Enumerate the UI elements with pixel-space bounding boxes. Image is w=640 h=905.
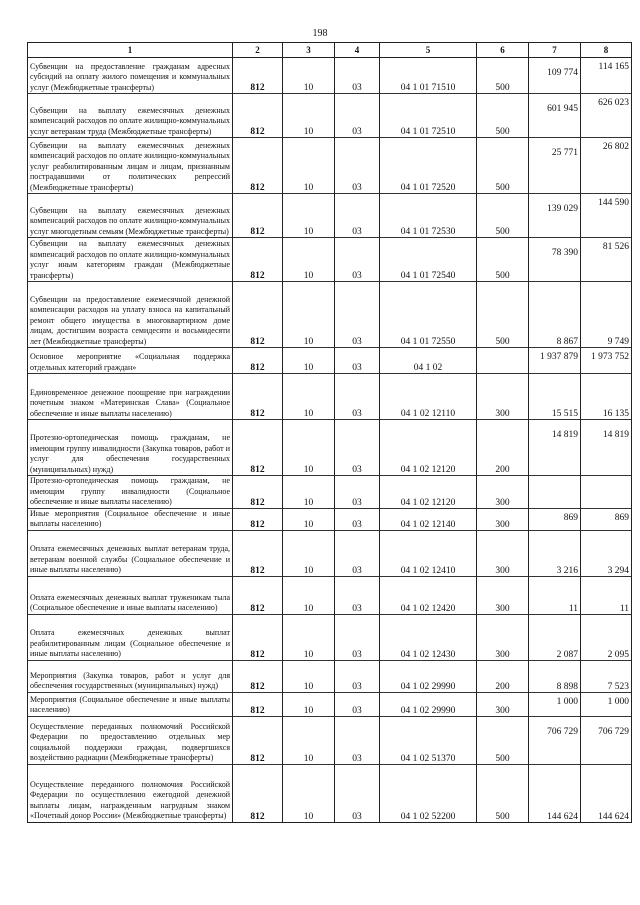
table-row [28,614,632,660]
target-article-code: 04 1 02 [380,348,477,374]
amount-year-2 [581,476,632,509]
section-code: 10 [283,194,335,238]
table-row [28,420,632,476]
target-article-code: 04 1 02 12420 [380,576,477,614]
section-code: 10 [283,530,335,576]
section-code: 10 [283,576,335,614]
expense-type-code: 500 [477,282,529,348]
amount-year-2: 3 294 [581,530,632,576]
target-article-code: 04 1 02 52200 [380,764,477,822]
row-description: Протезно-ортопедическая помощь гражданам, не имеющим группу инвалидности (Социальное обеспечение и иные выплаты населению) [28,476,233,509]
budget-table [27,42,632,823]
amount-year-2: 869 [581,508,632,530]
ministry-code: 812 [233,476,283,509]
row-description: Оплата ежемесячных денежных выплат ветеранам труда, ветеранам военной службы (Социальное обеспечение и иные выплаты населению) [28,530,233,576]
page-number: 198 [312,28,328,39]
amount-year-2: 11 [581,576,632,614]
amount-year-1: 139 029 [529,194,581,238]
table-row [28,194,632,238]
table-row [28,374,632,420]
ministry-code: 812 [233,614,283,660]
amount-year-1: 25 771 [529,138,581,194]
target-article-code: 04 1 02 51370 [380,716,477,764]
amount-year-2: 144 590 [581,194,632,238]
subsection-code: 03 [335,194,380,238]
row-description: Субвенции на выплату ежемесячных денежных компенсаций расходов по оплате жилищно-коммунальных услуг ветеранам труда (Межбюджетные трансферты) [28,94,233,138]
header-row [28,43,632,58]
subsection-code: 03 [335,420,380,476]
ministry-code: 812 [233,238,283,282]
amount-year-2: 14 819 [581,420,632,476]
row-description: Единовременное денежное поощрение при награждении почетным знаком «Материнская Слава» (Социальное обеспечение и иные выплаты населению) [28,374,233,420]
subsection-code: 03 [335,282,380,348]
table-row [28,94,632,138]
amount-year-1: 8 867 [529,282,581,348]
ministry-code: 812 [233,660,283,692]
target-article-code: 04 1 01 72540 [380,238,477,282]
header-col-8: 8 [581,43,632,58]
amount-year-1: 144 624 [529,764,581,822]
expense-type-code: 500 [477,94,529,138]
expense-type-code: 300 [477,692,529,716]
expense-type-code: 200 [477,660,529,692]
subsection-code: 03 [335,374,380,420]
subsection-code: 03 [335,764,380,822]
amount-year-1: 8 898 [529,660,581,692]
row-description: Мероприятия (Закупка товаров, работ и услуг для обеспечения государственных (муниципальных) нужд) [28,660,233,692]
table-row [28,238,632,282]
expense-type-code: 500 [477,764,529,822]
expense-type-code: 500 [477,238,529,282]
amount-year-2: 1 973 752 [581,348,632,374]
amount-year-1: 11 [529,576,581,614]
section-code: 10 [283,348,335,374]
ministry-code: 812 [233,692,283,716]
amount-year-2: 16 135 [581,374,632,420]
amount-year-2: 81 526 [581,238,632,282]
table-row [28,348,632,374]
row-description: Осуществление переданных полномочий Российской Федерации по предоставлению отдельных мер социальной поддержки граждан, подвергшихся воздействию радиации (Межбюджетные трансферты) [28,716,233,764]
amount-year-2: 26 802 [581,138,632,194]
subsection-code: 03 [335,476,380,509]
amount-year-1: 2 087 [529,614,581,660]
table-row [28,576,632,614]
row-description: Субвенции на предоставление ежемесячной денежной компенсации расходов на уплату взноса на капитальный ремонт общего имущества в многоквартирном доме лицам, достигшим возраста семидесяти и восьмидесяти лет (Межбюджетные трансферты) [28,282,233,348]
section-code: 10 [283,614,335,660]
target-article-code: 04 1 02 12430 [380,614,477,660]
row-description: Субвенции на выплату ежемесячных денежных компенсаций расходов по оплате жилищно-коммунальных услуг многодетным семьям (Межбюджетные трансферты) [28,194,233,238]
ministry-code: 812 [233,576,283,614]
amount-year-1: 14 819 [529,420,581,476]
amount-year-1: 1 937 879 [529,348,581,374]
target-article-code: 04 1 02 12120 [380,476,477,509]
amount-year-2: 7 523 [581,660,632,692]
table-row [28,508,632,530]
section-code: 10 [283,660,335,692]
subsection-code: 03 [335,58,380,94]
table-row [28,530,632,576]
expense-type-code: 300 [477,508,529,530]
ministry-code: 812 [233,764,283,822]
subsection-code: 03 [335,692,380,716]
table-row [28,476,632,509]
header-col-3: 3 [283,43,335,58]
row-description: Иные мероприятия (Социальное обеспечение и иные выплаты населению) [28,508,233,530]
section-code: 10 [283,58,335,94]
row-description: Субвенции на выплату ежемесячных денежных компенсаций расходов по оплате жилищно-коммунальных услуг реабилитированным лицам и лицам, признанным пострадавшими от политических репрессий (Межбюджетные трансферты) [28,138,233,194]
table-row [28,716,632,764]
amount-year-1: 706 729 [529,716,581,764]
target-article-code: 04 1 01 72550 [380,282,477,348]
expense-type-code [477,348,529,374]
expense-type-code: 500 [477,58,529,94]
section-code: 10 [283,94,335,138]
ministry-code: 812 [233,282,283,348]
ministry-code: 812 [233,716,283,764]
expense-type-code: 500 [477,194,529,238]
target-article-code: 04 1 01 72530 [380,194,477,238]
table-row [28,660,632,692]
expense-type-code: 200 [477,420,529,476]
amount-year-1: 601 945 [529,94,581,138]
amount-year-1 [529,476,581,509]
row-description: Оплата ежемесячных денежных выплат реабилитированным лицам (Социальное обеспечение и иные выплаты населению) [28,614,233,660]
amount-year-2: 2 095 [581,614,632,660]
amount-year-1: 869 [529,508,581,530]
amount-year-1: 78 390 [529,238,581,282]
table-row [28,764,632,822]
row-description: Субвенции на предоставление гражданам адресных субсидий на оплату жилого помещения и коммунальных услуг (Межбюджетные трансферты) [28,58,233,94]
section-code: 10 [283,508,335,530]
table-row [28,138,632,194]
subsection-code: 03 [335,348,380,374]
ministry-code: 812 [233,374,283,420]
target-article-code: 04 1 01 72510 [380,94,477,138]
row-description: Мероприятия (Социальное обеспечение и иные выплаты населению) [28,692,233,716]
section-code: 10 [283,420,335,476]
amount-year-1: 15 515 [529,374,581,420]
section-code: 10 [283,374,335,420]
table-row [28,58,632,94]
header-col-7: 7 [529,43,581,58]
amount-year-2: 9 749 [581,282,632,348]
target-article-code: 04 1 02 12110 [380,374,477,420]
subsection-code: 03 [335,530,380,576]
header-col-5: 5 [380,43,477,58]
row-description: Основное мероприятие «Социальная поддержка отдельных категорий граждан» [28,348,233,374]
target-article-code: 04 1 01 71510 [380,58,477,94]
expense-type-code: 300 [477,614,529,660]
amount-year-2: 706 729 [581,716,632,764]
ministry-code: 812 [233,348,283,374]
header-col-1: 1 [28,43,233,58]
subsection-code: 03 [335,660,380,692]
target-article-code: 04 1 02 29990 [380,660,477,692]
subsection-code: 03 [335,576,380,614]
row-description: Оплата ежемесячных денежных выплат труженикам тыла (Социальное обеспечение и иные выплаты населению) [28,576,233,614]
ministry-code: 812 [233,420,283,476]
section-code: 10 [283,692,335,716]
target-article-code: 04 1 01 72520 [380,138,477,194]
table-row [28,282,632,348]
amount-year-2: 114 165 [581,58,632,94]
expense-type-code: 500 [477,138,529,194]
target-article-code: 04 1 02 12120 [380,420,477,476]
row-description: Протезно-ортопедическая помощь гражданам, не имеющим группу инвалидности (Закупка товаров, работ и услуг для обеспечения государственных (муниципальных) нужд) [28,420,233,476]
subsection-code: 03 [335,238,380,282]
header-col-2: 2 [233,43,283,58]
section-code: 10 [283,138,335,194]
subsection-code: 03 [335,614,380,660]
expense-type-code: 300 [477,576,529,614]
amount-year-1: 109 774 [529,58,581,94]
subsection-code: 03 [335,94,380,138]
table-row [28,692,632,716]
ministry-code: 812 [233,194,283,238]
ministry-code: 812 [233,138,283,194]
expense-type-code: 300 [477,374,529,420]
subsection-code: 03 [335,138,380,194]
expense-type-code: 500 [477,716,529,764]
subsection-code: 03 [335,716,380,764]
amount-year-1: 3 216 [529,530,581,576]
ministry-code: 812 [233,530,283,576]
amount-year-2: 144 624 [581,764,632,822]
header-col-4: 4 [335,43,380,58]
section-code: 10 [283,764,335,822]
ministry-code: 812 [233,58,283,94]
section-code: 10 [283,716,335,764]
amount-year-2: 626 023 [581,94,632,138]
target-article-code: 04 1 02 29990 [380,692,477,716]
subsection-code: 03 [335,508,380,530]
ministry-code: 812 [233,508,283,530]
target-article-code: 04 1 02 12410 [380,530,477,576]
amount-year-2: 1 000 [581,692,632,716]
target-article-code: 04 1 02 12140 [380,508,477,530]
section-code: 10 [283,282,335,348]
section-code: 10 [283,476,335,509]
row-description: Субвенции на выплату ежемесячных денежных компенсаций расходов по оплате жилищно-коммунальных услуг иным категориям граждан (Межбюджетные трансферты) [28,238,233,282]
amount-year-1: 1 000 [529,692,581,716]
expense-type-code: 300 [477,530,529,576]
expense-type-code: 300 [477,476,529,509]
row-description: Осуществление переданного полномочия Российской Федерации по осуществлению ежегодной денежной выплаты лицам, награжденным нагрудным знаком «Почетный донор России» (Межбюджетные трансферты) [28,764,233,822]
ministry-code: 812 [233,94,283,138]
header-col-6: 6 [477,43,529,58]
section-code: 10 [283,238,335,282]
